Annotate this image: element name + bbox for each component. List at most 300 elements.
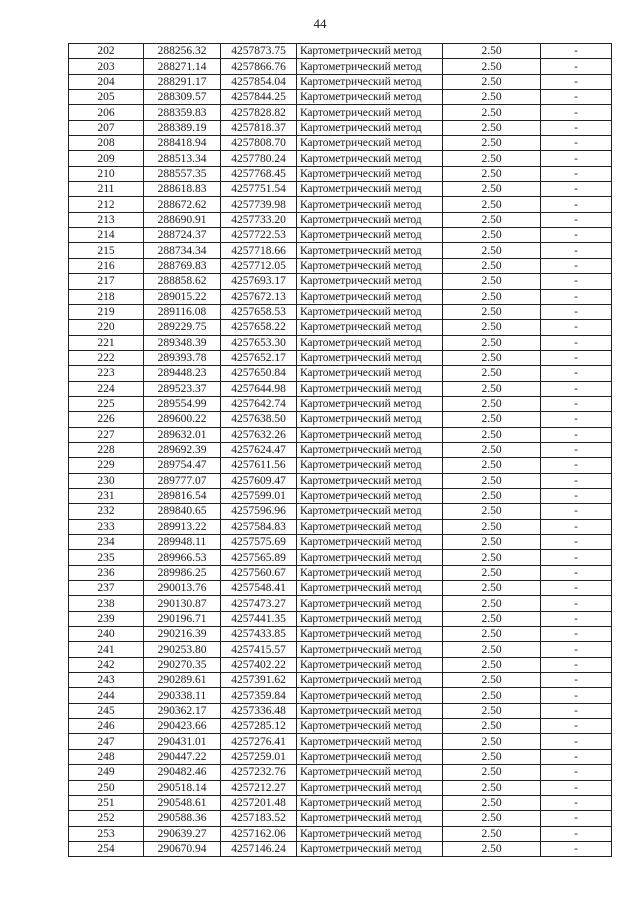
point-number-cell: 240: [69, 627, 144, 642]
note-cell: -: [541, 657, 612, 672]
method-cell: Картометрический метод: [297, 366, 443, 381]
y-coordinate-cell: 4257672.13: [221, 289, 297, 304]
accuracy-cell: 2.50: [443, 274, 541, 289]
point-number-cell: 238: [69, 596, 144, 611]
method-cell: Картометрический метод: [297, 734, 443, 749]
point-number-cell: 247: [69, 734, 144, 749]
y-coordinate-cell: 4257638.50: [221, 412, 297, 427]
x-coordinate-cell: 289015.22: [144, 289, 221, 304]
y-coordinate-cell: 4257609.47: [221, 473, 297, 488]
note-cell: -: [541, 396, 612, 411]
method-cell: Картометрический метод: [297, 350, 443, 365]
point-number-cell: 203: [69, 59, 144, 74]
y-coordinate-cell: 4257596.96: [221, 504, 297, 519]
x-coordinate-cell: 290639.27: [144, 826, 221, 841]
method-cell: Картометрический метод: [297, 657, 443, 672]
point-number-cell: 229: [69, 458, 144, 473]
method-cell: Картометрический метод: [297, 396, 443, 411]
x-coordinate-cell: 288858.62: [144, 274, 221, 289]
method-cell: Картометрический метод: [297, 381, 443, 396]
method-cell: Картометрический метод: [297, 289, 443, 304]
x-coordinate-cell: 289692.39: [144, 442, 221, 457]
method-cell: Картометрический метод: [297, 596, 443, 611]
x-coordinate-cell: 290518.14: [144, 780, 221, 795]
point-number-cell: 232: [69, 504, 144, 519]
method-cell: Картометрический метод: [297, 811, 443, 826]
y-coordinate-cell: 4257866.76: [221, 59, 297, 74]
point-number-cell: 221: [69, 335, 144, 350]
table-row: [69, 627, 612, 642]
note-cell: -: [541, 243, 612, 258]
table-row: [69, 442, 612, 457]
table-row: [69, 44, 612, 59]
note-cell: -: [541, 166, 612, 181]
note-cell: -: [541, 74, 612, 89]
y-coordinate-cell: 4257565.89: [221, 550, 297, 565]
x-coordinate-cell: 290423.66: [144, 719, 221, 734]
y-coordinate-cell: 4257560.67: [221, 565, 297, 580]
point-number-cell: 252: [69, 811, 144, 826]
table-row: [69, 581, 612, 596]
y-coordinate-cell: 4257632.26: [221, 427, 297, 442]
y-coordinate-cell: 4257768.45: [221, 166, 297, 181]
note-cell: -: [541, 703, 612, 718]
y-coordinate-cell: 4257548.41: [221, 581, 297, 596]
point-number-cell: 222: [69, 350, 144, 365]
method-cell: Картометрический метод: [297, 151, 443, 166]
accuracy-cell: 2.50: [443, 182, 541, 197]
accuracy-cell: 2.50: [443, 795, 541, 810]
method-cell: Картометрический метод: [297, 44, 443, 59]
x-coordinate-cell: 290270.35: [144, 657, 221, 672]
table-row: [69, 59, 612, 74]
x-coordinate-cell: 289229.75: [144, 320, 221, 335]
table-row: [69, 841, 612, 856]
y-coordinate-cell: 4257818.37: [221, 120, 297, 135]
x-coordinate-cell: 288769.83: [144, 258, 221, 273]
x-coordinate-cell: 288256.32: [144, 44, 221, 59]
method-cell: Картометрический метод: [297, 780, 443, 795]
y-coordinate-cell: 4257599.01: [221, 488, 297, 503]
accuracy-cell: 2.50: [443, 74, 541, 89]
method-cell: Картометрический метод: [297, 274, 443, 289]
table-row: [69, 719, 612, 734]
accuracy-cell: 2.50: [443, 105, 541, 120]
y-coordinate-cell: 4257652.17: [221, 350, 297, 365]
point-number-cell: 231: [69, 488, 144, 503]
y-coordinate-cell: 4257854.04: [221, 74, 297, 89]
y-coordinate-cell: 4257718.66: [221, 243, 297, 258]
y-coordinate-cell: 4257712.05: [221, 258, 297, 273]
point-number-cell: 246: [69, 719, 144, 734]
accuracy-cell: 2.50: [443, 197, 541, 212]
x-coordinate-cell: 290253.80: [144, 642, 221, 657]
x-coordinate-cell: 288618.83: [144, 182, 221, 197]
accuracy-cell: 2.50: [443, 412, 541, 427]
y-coordinate-cell: 4257232.76: [221, 765, 297, 780]
note-cell: -: [541, 304, 612, 319]
x-coordinate-cell: 290588.36: [144, 811, 221, 826]
note-cell: -: [541, 59, 612, 74]
table-row: [69, 90, 612, 105]
method-cell: Картометрический метод: [297, 243, 443, 258]
accuracy-cell: 2.50: [443, 442, 541, 457]
accuracy-cell: 2.50: [443, 780, 541, 795]
y-coordinate-cell: 4257873.75: [221, 44, 297, 59]
point-number-cell: 235: [69, 550, 144, 565]
y-coordinate-cell: 4257276.41: [221, 734, 297, 749]
y-coordinate-cell: 4257733.20: [221, 212, 297, 227]
table-row: [69, 182, 612, 197]
y-coordinate-cell: 4257722.53: [221, 228, 297, 243]
y-coordinate-cell: 4257644.98: [221, 381, 297, 396]
table-row: [69, 243, 612, 258]
y-coordinate-cell: 4257433.85: [221, 627, 297, 642]
note-cell: -: [541, 673, 612, 688]
accuracy-cell: 2.50: [443, 596, 541, 611]
method-cell: Картометрический метод: [297, 320, 443, 335]
note-cell: -: [541, 811, 612, 826]
y-coordinate-cell: 4257624.47: [221, 442, 297, 457]
method-cell: Картометрический метод: [297, 212, 443, 227]
method-cell: Картометрический метод: [297, 749, 443, 764]
x-coordinate-cell: 289840.65: [144, 504, 221, 519]
table-row: [69, 642, 612, 657]
point-number-cell: 242: [69, 657, 144, 672]
table-row: [69, 166, 612, 181]
table-row: [69, 151, 612, 166]
point-number-cell: 236: [69, 565, 144, 580]
accuracy-cell: 2.50: [443, 44, 541, 59]
method-cell: Картометрический метод: [297, 673, 443, 688]
y-coordinate-cell: 4257739.98: [221, 197, 297, 212]
table-row: [69, 335, 612, 350]
accuracy-cell: 2.50: [443, 657, 541, 672]
method-cell: Картометрический метод: [297, 182, 443, 197]
accuracy-cell: 2.50: [443, 151, 541, 166]
accuracy-cell: 2.50: [443, 719, 541, 734]
table-row: [69, 734, 612, 749]
x-coordinate-cell: 289777.07: [144, 473, 221, 488]
x-coordinate-cell: 290548.61: [144, 795, 221, 810]
x-coordinate-cell: 289816.54: [144, 488, 221, 503]
accuracy-cell: 2.50: [443, 519, 541, 534]
table-row: [69, 212, 612, 227]
point-number-cell: 224: [69, 381, 144, 396]
method-cell: Картометрический метод: [297, 136, 443, 151]
table-row: [69, 396, 612, 411]
point-number-cell: 202: [69, 44, 144, 59]
accuracy-cell: 2.50: [443, 243, 541, 258]
y-coordinate-cell: 4257780.24: [221, 151, 297, 166]
x-coordinate-cell: 288271.14: [144, 59, 221, 74]
point-number-cell: 223: [69, 366, 144, 381]
point-number-cell: 225: [69, 396, 144, 411]
point-number-cell: 228: [69, 442, 144, 457]
table-row: [69, 826, 612, 841]
accuracy-cell: 2.50: [443, 535, 541, 550]
method-cell: Картометрический метод: [297, 412, 443, 427]
note-cell: -: [541, 458, 612, 473]
accuracy-cell: 2.50: [443, 811, 541, 826]
accuracy-cell: 2.50: [443, 688, 541, 703]
method-cell: Картометрический метод: [297, 74, 443, 89]
method-cell: Картометрический метод: [297, 795, 443, 810]
x-coordinate-cell: 288513.34: [144, 151, 221, 166]
y-coordinate-cell: 4257162.06: [221, 826, 297, 841]
point-number-cell: 215: [69, 243, 144, 258]
y-coordinate-cell: 4257658.53: [221, 304, 297, 319]
accuracy-cell: 2.50: [443, 734, 541, 749]
note-cell: -: [541, 289, 612, 304]
x-coordinate-cell: 289393.78: [144, 350, 221, 365]
note-cell: -: [541, 258, 612, 273]
x-coordinate-cell: 289554.99: [144, 396, 221, 411]
accuracy-cell: 2.50: [443, 627, 541, 642]
note-cell: -: [541, 535, 612, 550]
method-cell: Картометрический метод: [297, 473, 443, 488]
point-number-cell: 212: [69, 197, 144, 212]
accuracy-cell: 2.50: [443, 488, 541, 503]
x-coordinate-cell: 290196.71: [144, 611, 221, 626]
point-number-cell: 210: [69, 166, 144, 181]
accuracy-cell: 2.50: [443, 458, 541, 473]
note-cell: -: [541, 627, 612, 642]
point-number-cell: 241: [69, 642, 144, 657]
accuracy-cell: 2.50: [443, 136, 541, 151]
method-cell: Картометрический метод: [297, 442, 443, 457]
x-coordinate-cell: 288389.19: [144, 120, 221, 135]
accuracy-cell: 2.50: [443, 212, 541, 227]
y-coordinate-cell: 4257828.82: [221, 105, 297, 120]
method-cell: Картометрический метод: [297, 59, 443, 74]
point-number-cell: 233: [69, 519, 144, 534]
accuracy-cell: 2.50: [443, 320, 541, 335]
point-number-cell: 208: [69, 136, 144, 151]
accuracy-cell: 2.50: [443, 703, 541, 718]
table-row: [69, 120, 612, 135]
table-row: [69, 412, 612, 427]
accuracy-cell: 2.50: [443, 120, 541, 135]
method-cell: Картометрический метод: [297, 228, 443, 243]
method-cell: Картометрический метод: [297, 504, 443, 519]
table-row: [69, 320, 612, 335]
y-coordinate-cell: 4257751.54: [221, 182, 297, 197]
y-coordinate-cell: 4257642.74: [221, 396, 297, 411]
y-coordinate-cell: 4257359.84: [221, 688, 297, 703]
method-cell: Картометрический метод: [297, 427, 443, 442]
table-row: [69, 780, 612, 795]
note-cell: -: [541, 350, 612, 365]
x-coordinate-cell: 290289.61: [144, 673, 221, 688]
y-coordinate-cell: 4257653.30: [221, 335, 297, 350]
method-cell: Картометрический метод: [297, 197, 443, 212]
y-coordinate-cell: 4257611.56: [221, 458, 297, 473]
table-row: [69, 304, 612, 319]
table-row: [69, 74, 612, 89]
x-coordinate-cell: 288291.17: [144, 74, 221, 89]
method-cell: Картометрический метод: [297, 841, 443, 856]
point-number-cell: 237: [69, 581, 144, 596]
point-number-cell: 220: [69, 320, 144, 335]
accuracy-cell: 2.50: [443, 673, 541, 688]
accuracy-cell: 2.50: [443, 59, 541, 74]
point-number-cell: 217: [69, 274, 144, 289]
accuracy-cell: 2.50: [443, 258, 541, 273]
coordinates-table: [68, 43, 612, 857]
coordinates-table-body: [69, 44, 612, 857]
x-coordinate-cell: 289448.23: [144, 366, 221, 381]
method-cell: Картометрический метод: [297, 304, 443, 319]
x-coordinate-cell: 289986.25: [144, 565, 221, 580]
table-row: [69, 289, 612, 304]
table-row: [69, 488, 612, 503]
y-coordinate-cell: 4257285.12: [221, 719, 297, 734]
accuracy-cell: 2.50: [443, 289, 541, 304]
x-coordinate-cell: 290362.17: [144, 703, 221, 718]
table-row: [69, 811, 612, 826]
accuracy-cell: 2.50: [443, 841, 541, 856]
point-number-cell: 213: [69, 212, 144, 227]
x-coordinate-cell: 290216.39: [144, 627, 221, 642]
x-coordinate-cell: 289966.53: [144, 550, 221, 565]
point-number-cell: 245: [69, 703, 144, 718]
note-cell: -: [541, 212, 612, 227]
y-coordinate-cell: 4257259.01: [221, 749, 297, 764]
method-cell: Картометрический метод: [297, 627, 443, 642]
accuracy-cell: 2.50: [443, 504, 541, 519]
note-cell: -: [541, 335, 612, 350]
method-cell: Картометрический метод: [297, 765, 443, 780]
method-cell: Картометрический метод: [297, 120, 443, 135]
x-coordinate-cell: 289348.39: [144, 335, 221, 350]
x-coordinate-cell: 289116.08: [144, 304, 221, 319]
table-row: [69, 366, 612, 381]
method-cell: Картометрический метод: [297, 550, 443, 565]
table-row: [69, 228, 612, 243]
x-coordinate-cell: 290482.46: [144, 765, 221, 780]
note-cell: -: [541, 366, 612, 381]
note-cell: -: [541, 749, 612, 764]
table-row: [69, 427, 612, 442]
note-cell: -: [541, 197, 612, 212]
x-coordinate-cell: 288359.83: [144, 105, 221, 120]
method-cell: Картометрический метод: [297, 258, 443, 273]
y-coordinate-cell: 4257183.52: [221, 811, 297, 826]
table-row: [69, 673, 612, 688]
y-coordinate-cell: 4257402.22: [221, 657, 297, 672]
point-number-cell: 204: [69, 74, 144, 89]
table-row: [69, 688, 612, 703]
note-cell: -: [541, 565, 612, 580]
x-coordinate-cell: 290338.11: [144, 688, 221, 703]
accuracy-cell: 2.50: [443, 765, 541, 780]
note-cell: -: [541, 611, 612, 626]
method-cell: Картометрический метод: [297, 611, 443, 626]
note-cell: -: [541, 642, 612, 657]
table-row: [69, 274, 612, 289]
x-coordinate-cell: 289600.22: [144, 412, 221, 427]
page-number: 44: [313, 16, 327, 31]
note-cell: -: [541, 765, 612, 780]
method-cell: Картометрический метод: [297, 535, 443, 550]
table-row: [69, 749, 612, 764]
table-row: [69, 381, 612, 396]
x-coordinate-cell: 288309.57: [144, 90, 221, 105]
method-cell: Картометрический метод: [297, 688, 443, 703]
x-coordinate-cell: 290447.22: [144, 749, 221, 764]
note-cell: -: [541, 780, 612, 795]
point-number-cell: 209: [69, 151, 144, 166]
method-cell: Картометрический метод: [297, 719, 443, 734]
point-number-cell: 206: [69, 105, 144, 120]
y-coordinate-cell: 4257473.27: [221, 596, 297, 611]
point-number-cell: 207: [69, 120, 144, 135]
x-coordinate-cell: 288557.35: [144, 166, 221, 181]
note-cell: -: [541, 136, 612, 151]
point-number-cell: 251: [69, 795, 144, 810]
accuracy-cell: 2.50: [443, 749, 541, 764]
note-cell: -: [541, 488, 612, 503]
y-coordinate-cell: 4257146.24: [221, 841, 297, 856]
y-coordinate-cell: 4257391.62: [221, 673, 297, 688]
accuracy-cell: 2.50: [443, 611, 541, 626]
accuracy-cell: 2.50: [443, 228, 541, 243]
table-row: [69, 105, 612, 120]
y-coordinate-cell: 4257441.35: [221, 611, 297, 626]
x-coordinate-cell: 288690.91: [144, 212, 221, 227]
x-coordinate-cell: 289754.47: [144, 458, 221, 473]
x-coordinate-cell: 289948.11: [144, 535, 221, 550]
table-row: [69, 350, 612, 365]
x-coordinate-cell: 288672.62: [144, 197, 221, 212]
accuracy-cell: 2.50: [443, 304, 541, 319]
point-number-cell: 248: [69, 749, 144, 764]
note-cell: -: [541, 120, 612, 135]
note-cell: -: [541, 105, 612, 120]
note-cell: -: [541, 90, 612, 105]
note-cell: -: [541, 274, 612, 289]
y-coordinate-cell: 4257650.84: [221, 366, 297, 381]
table-row: [69, 197, 612, 212]
note-cell: -: [541, 182, 612, 197]
note-cell: -: [541, 427, 612, 442]
y-coordinate-cell: 4257693.17: [221, 274, 297, 289]
method-cell: Картометрический метод: [297, 488, 443, 503]
x-coordinate-cell: 290670.94: [144, 841, 221, 856]
x-coordinate-cell: 288418.94: [144, 136, 221, 151]
table-row: [69, 611, 612, 626]
accuracy-cell: 2.50: [443, 166, 541, 181]
method-cell: Картометрический метод: [297, 581, 443, 596]
x-coordinate-cell: 289523.37: [144, 381, 221, 396]
point-number-cell: 253: [69, 826, 144, 841]
note-cell: -: [541, 550, 612, 565]
y-coordinate-cell: 4257575.69: [221, 535, 297, 550]
note-cell: -: [541, 734, 612, 749]
x-coordinate-cell: 288734.34: [144, 243, 221, 258]
point-number-cell: 250: [69, 780, 144, 795]
method-cell: Картометрический метод: [297, 458, 443, 473]
point-number-cell: 239: [69, 611, 144, 626]
accuracy-cell: 2.50: [443, 565, 541, 580]
table-row: [69, 795, 612, 810]
y-coordinate-cell: 4257844.25: [221, 90, 297, 105]
note-cell: -: [541, 44, 612, 59]
point-number-cell: 216: [69, 258, 144, 273]
note-cell: -: [541, 688, 612, 703]
y-coordinate-cell: 4257336.48: [221, 703, 297, 718]
